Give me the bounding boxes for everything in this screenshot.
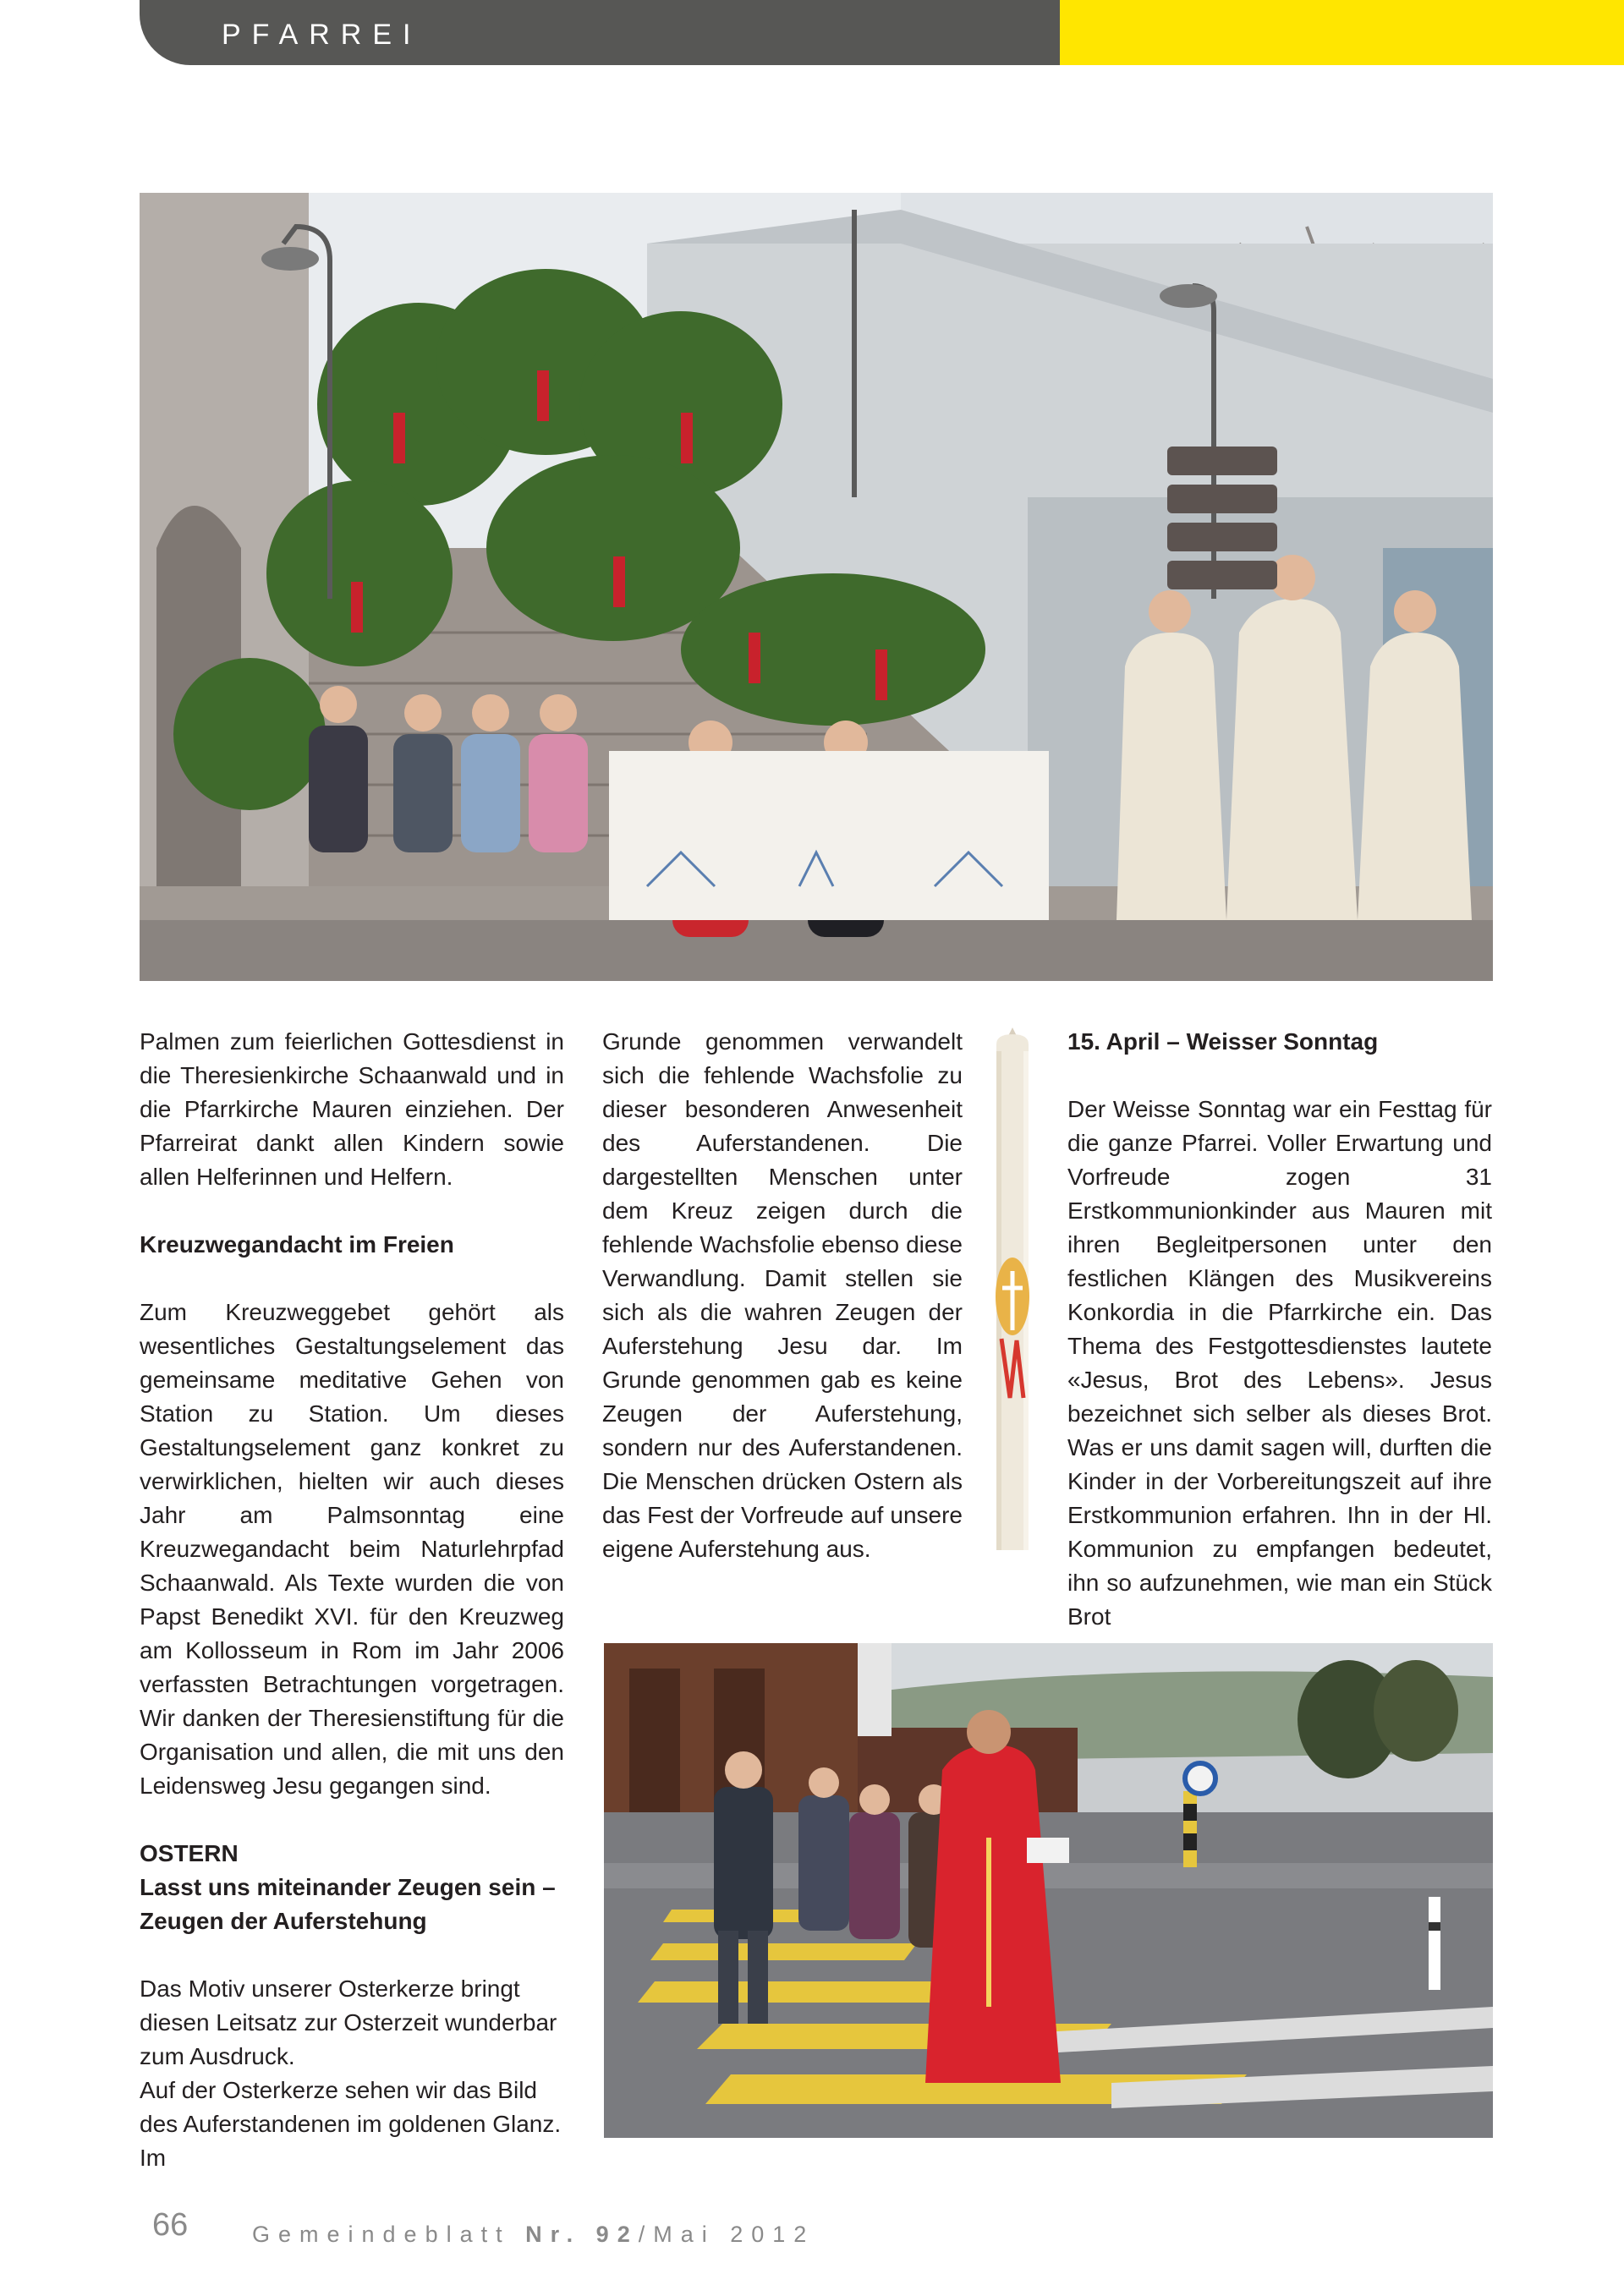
header-accent-block [1060, 0, 1624, 65]
magazine-name: Gemeindeblatt [252, 2222, 511, 2247]
heading-ostern: OSTERN [140, 1840, 239, 1866]
issue-number: 92 [595, 2222, 639, 2247]
paragraph-osterkerze-bild: Auf der Osterkerze sehen wir das Bild des Auferstandenen im goldenen Glanz. Im [140, 2077, 562, 2171]
palm-sunday-photo [140, 193, 1493, 981]
magazine-footer [252, 2222, 815, 2248]
heading-kreuzwegandacht: Kreuzwegandacht im Freien [140, 1231, 454, 1258]
procession-photo [604, 1643, 1493, 2138]
page-number: 66 [152, 2207, 189, 2243]
heading-weisser-sonntag: 15. April – Weisser Sonntag [1067, 1028, 1379, 1055]
paragraph-kreuzwegandacht: Zum Kreuzweggebet gehört als wesentliches Gestaltungselement das gemeinsame meditative Gehen von Station zu Station. Um dieses Gestaltungselement ganz konkret zu verwirklichen, hielten wir auch dieses Jahr am Palmsonntag eine Kreuzwegandacht beim Naturlehrpfad Schaanwald. Als Texte wurden die von Papst Benedikt XVI. für den Kreuzweg am Kollosseum in Rom im Jahr 2006 verfassten Betrachtungen vorgetragen. Wir danken der Theresienstiftung für die Organisation und allen, die mit uns den Leidensweg Jesu gegangen sind. [140, 1299, 564, 1799]
section-title: PFARREI [222, 19, 422, 51]
text-column-2 [602, 1025, 963, 1566]
paragraph-palm-sunday-end: Palmen zum feierlichen Gottesdienst in die Theresienkirche Schaanwald und in die Pfarrkirche Mauren einziehen. Der Pfarreirat dankt allen Kindern sowie allen Helferinnen und Helfern. [140, 1028, 564, 1190]
text-column-3 [1067, 1025, 1492, 1634]
text-column-1 [140, 1025, 564, 2175]
issue-date: /Mai 2012 [638, 2222, 815, 2247]
paragraph-verwandlung: Grunde genommen verwandelt sich die fehlende Wachsfolie zu dieser besonderen Anwesenheit des Auferstandenen. Die dargestellten Menschen unter dem Kreuz zeigen durch die fehlende Wachsfolie ebenso diese Verwandlung. Damit stellen sie sich als die wahren Zeugen der Auferstehung Jesu dar. Im Grunde genommen gab es keine Zeugen der Auferstehung, sondern nur des Auferstandenen. Die Menschen drücken Ostern als das Fest der Vorfreude auf unsere eigene Auferstehung aus. [602, 1028, 963, 1562]
issue-label: Nr. [525, 2222, 582, 2247]
paragraph-osterkerze-motiv: Das Motiv unserer Osterkerze bringt diesen Leitsatz zur Osterzeit wunderbar zum Ausdruck. [140, 1975, 557, 2069]
subheading-zeugen: Lasst uns miteinander Zeugen sein – Zeugen der Auferstehung [140, 1874, 556, 1934]
paragraph-weisser-sonntag: Der Weisse Sonntag war ein Festtag für die ganze Pfarrei. Voller Erwartung und Vorfreude zogen 31 Erstkommunionkinder aus Mauren mit ihren Begleitpersonen unter den festlichen Klängen des Musikvereins Konkordia in die Pfarrkirche ein. Das Thema des Festgottesdienstes lautete «Jesus, Brot des Lebens». Jesus bezeichnet sich selber als dieses Brot. Was er uns damit sagen will, durften die Kinder in der Vorbereitungszeit auf ihre Erstkommunion erfahren. Ihn in der Hl. Kommunion zu empfangen bedeutet, ihn so aufzunehmen, wie man ein Stück Brot [1067, 1096, 1492, 1630]
easter-candle-photo [973, 1026, 1052, 1559]
